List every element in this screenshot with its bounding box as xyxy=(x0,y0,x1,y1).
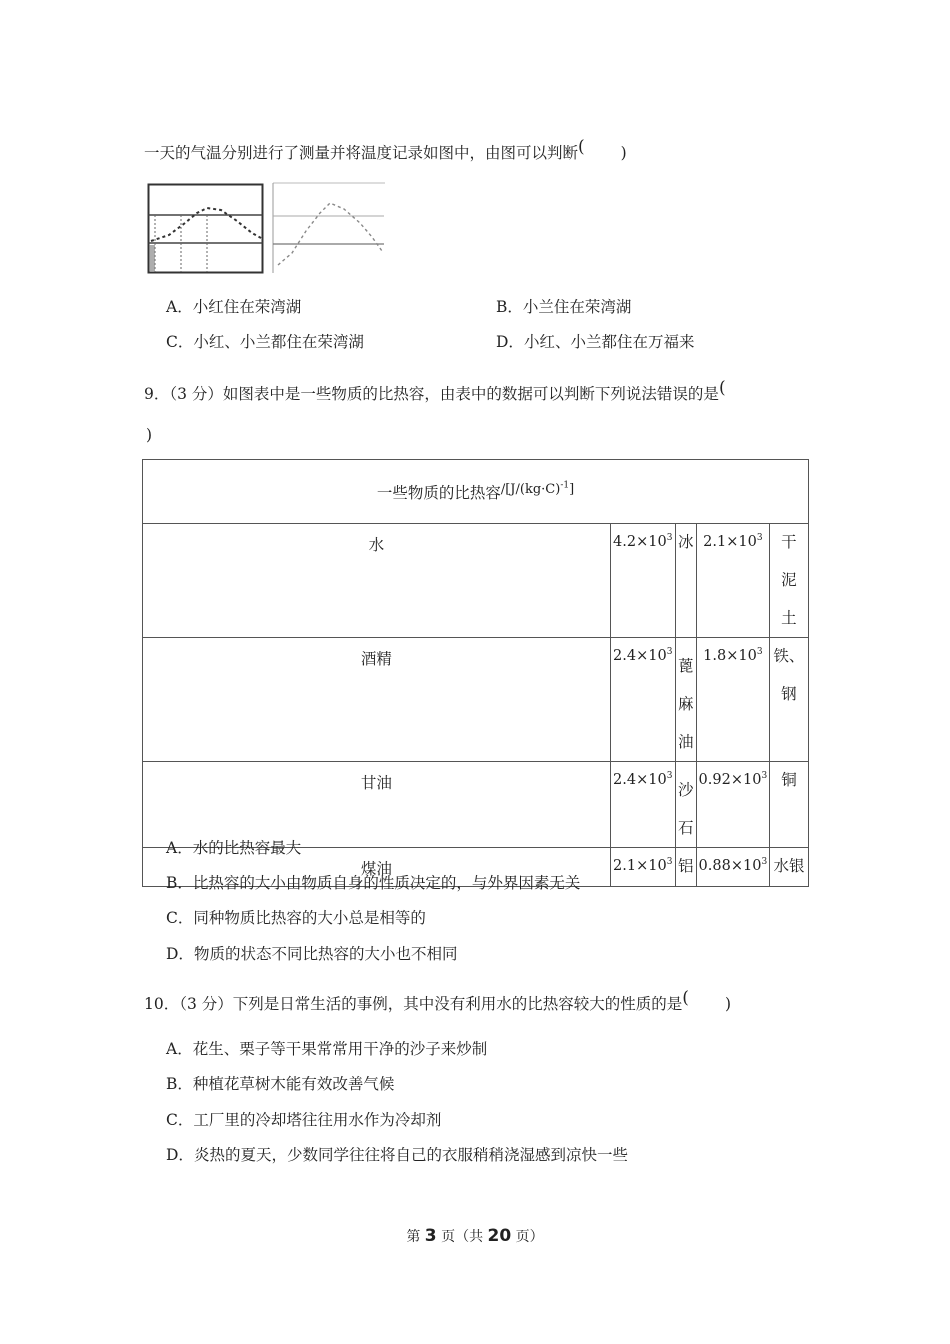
table-title: 一些物质的比热容$^{/[J/(kg\cdot C)^{-1}]}$ xyxy=(143,460,809,524)
substance-name: 煤油 xyxy=(143,848,611,887)
substance-name-3: 水银 xyxy=(769,848,808,887)
q8-stem: 一天的气温分别进行了测量并将温度记录如图中，由图可以判断( ) xyxy=(144,137,627,162)
q10-stem: 10．（3 分）下列是日常生活的事例，其中没有利用水的比热容较大的性质的是( ) xyxy=(144,988,731,1013)
table-row xyxy=(143,762,809,848)
temperature-chart-left xyxy=(147,183,264,275)
q10-option-b[interactable]: B．种植花草树木能有效改善气候 xyxy=(166,1075,395,1093)
substance-name: 水 xyxy=(143,524,611,638)
substance-value: $2.4\times 10^3$ xyxy=(610,762,675,848)
q10-option-a[interactable]: A．花生、栗子等干果常常用干净的沙子来炒制 xyxy=(166,1040,488,1058)
substance-value-2: $2.1\times 10^3$ xyxy=(696,524,769,638)
table-row xyxy=(143,524,809,638)
q10-option-c[interactable]: C．工厂里的冷却塔往往用水作为冷却剂 xyxy=(166,1111,442,1129)
q9-option-b[interactable]: B．比热容的大小由物质自身的性质决定的，与外界因素无关 xyxy=(166,874,581,892)
q8-option-c[interactable]: C．小红、小兰都住在荣湾湖 xyxy=(166,333,364,351)
substance-value-2: $0.92\times 10^3$ xyxy=(696,762,769,848)
substance-name-2: 冰 xyxy=(675,524,696,638)
substance-name-3: 干泥土 xyxy=(769,524,808,638)
q9-paren-close: ) xyxy=(146,426,153,444)
specific-heat-table xyxy=(142,459,809,887)
substance-name: 酒精 xyxy=(143,638,611,762)
q8-option-a[interactable]: A．小红住在荣湾湖 xyxy=(166,298,302,316)
q8-option-b[interactable]: B．小兰住在荣湾湖 xyxy=(496,298,632,316)
page-footer: 第 3 页（共 20 页） xyxy=(406,1226,544,1246)
substance-value: $2.1\times 10^3$ xyxy=(610,848,675,887)
q9-stem: 9．（3 分）如图表中是一些物质的比热容，由表中的数据可以判断下列说法错误的是( xyxy=(144,378,726,403)
substance-value-2: $0.88\times 10^3$ xyxy=(696,848,769,887)
temperature-chart-right xyxy=(272,181,387,275)
substance-name-3: 铁、钢 xyxy=(769,638,808,762)
substance-name: 甘油 xyxy=(143,762,611,848)
substance-value-2: $1.8\times 10^3$ xyxy=(696,638,769,762)
table-header-row xyxy=(143,460,809,524)
q9-option-d[interactable]: D．物质的状态不同比热容的大小也不相同 xyxy=(166,945,458,963)
q10-option-d[interactable]: D．炎热的夏天，少数同学往往将自己的衣服稍稍浇湿感到凉快一些 xyxy=(166,1146,628,1164)
q9-option-a[interactable]: A．水的比热容最大 xyxy=(166,839,302,857)
substance-name-2: 铝 xyxy=(675,848,696,887)
substance-value: $2.4\times 10^3$ xyxy=(610,638,675,762)
substance-value: $4.2\times 10^3$ xyxy=(610,524,675,638)
total-pages: 20 xyxy=(487,1226,512,1246)
table-row xyxy=(143,638,809,762)
q9-option-c[interactable]: C．同种物质比热容的大小总是相等的 xyxy=(166,909,426,927)
substance-name-2: 蓖麻油 xyxy=(675,638,696,762)
q8-option-d[interactable]: D．小红、小兰都住在万福来 xyxy=(496,333,695,351)
substance-name-3: 铜 xyxy=(769,762,808,848)
substance-name-2: 沙石 xyxy=(675,762,696,848)
page-number: 3 xyxy=(424,1226,437,1246)
